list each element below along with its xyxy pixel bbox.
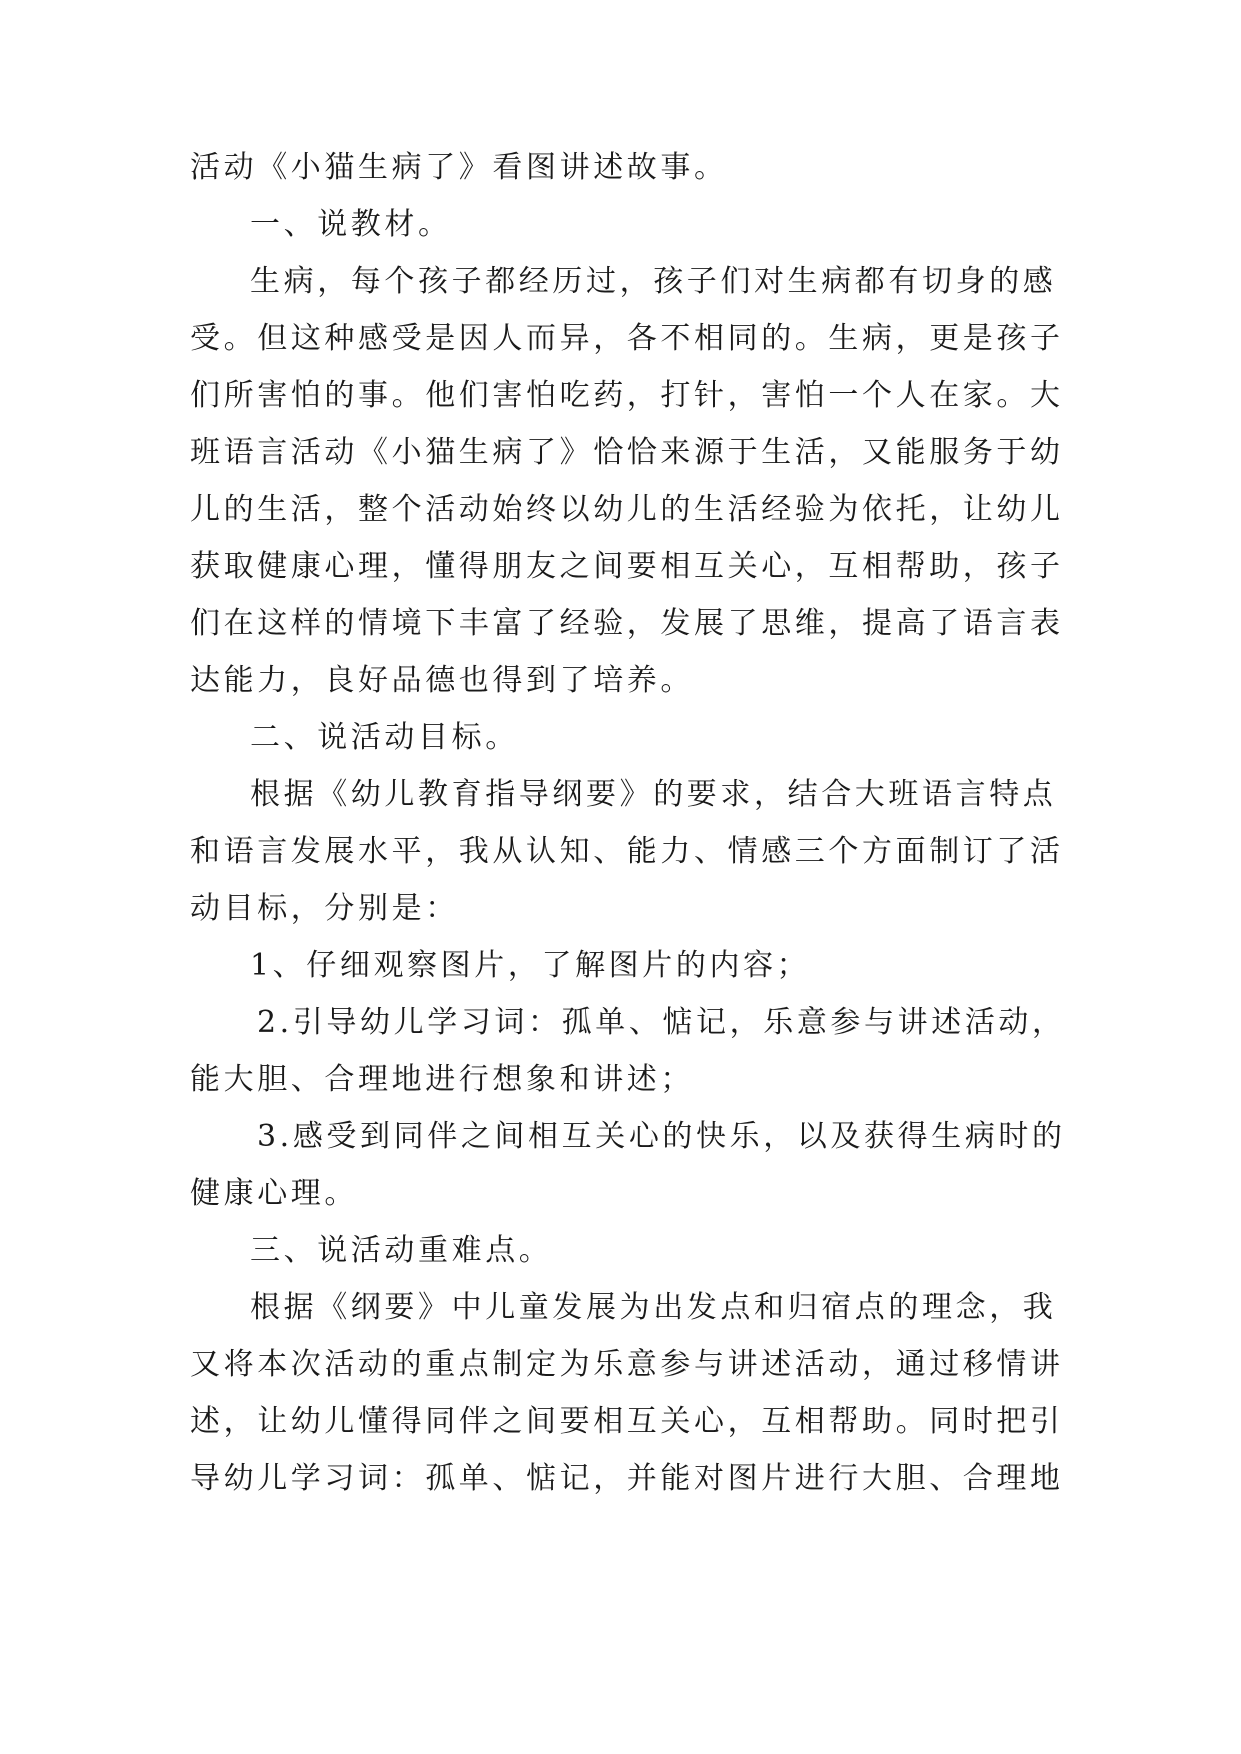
section-heading: 二、说活动目标。 [250, 720, 519, 755]
text-line: 们所害怕的事。他们害怕吃药，打针，害怕一个人在家。大 [190, 378, 1064, 413]
list-item: 1、仔细观察图片，了解图片的内容； [250, 948, 811, 983]
text-line: 动目标，分别是： [190, 891, 459, 926]
text-line: 班语言活动《小猫生病了》恰恰来源于生活，又能服务于幼 [190, 435, 1064, 470]
text-line: 们在这样的情境下丰富了经验，发展了思维，提高了语言表 [190, 606, 1064, 641]
text-line: 根据《幼儿教育指导纲要》的要求，结合大班语言特点 [250, 777, 1057, 812]
text-line: 达能力，良好品德也得到了培养。 [190, 663, 694, 698]
text-line: 获取健康心理，懂得朋友之间要相互关心，互相帮助，孩子 [190, 549, 1064, 584]
section-heading: 一、说教材。 [250, 207, 452, 242]
list-item: 2.引导幼儿学习词：孤单、惦记，乐意参与讲述活动， [257, 1005, 1066, 1040]
text-line: 受。但这种感受是因人而异，各不相同的。生病，更是孩子 [190, 321, 1064, 356]
text-line: 导幼儿学习词：孤单、惦记，并能对图片进行大胆、合理地 [190, 1461, 1064, 1496]
list-item: 3.感受到同伴之间相互关心的快乐，以及获得生病时的 [257, 1119, 1066, 1154]
section-heading: 三、说活动重难点。 [250, 1233, 553, 1268]
text-line: 活动《小猫生病了》看图讲述故事。 [190, 150, 728, 185]
text-line: 生病，每个孩子都经历过，孩子们对生病都有切身的感 [250, 264, 1057, 299]
text-line: 儿的生活，整个活动始终以幼儿的生活经验为依托，让幼儿 [190, 492, 1064, 527]
text-line: 健康心理。 [190, 1176, 358, 1211]
text-line: 和语言发展水平，我从认知、能力、情感三个方面制订了活 [190, 834, 1064, 869]
text-line: 根据《纲要》中儿童发展为出发点和归宿点的理念，我 [250, 1290, 1057, 1325]
text-line: 述，让幼儿懂得同伴之间要相互关心，互相帮助。同时把引 [190, 1404, 1064, 1439]
text-line: 能大胆、合理地进行想象和讲述； [190, 1062, 694, 1097]
text-line: 又将本次活动的重点制定为乐意参与讲述活动，通过移情讲 [190, 1347, 1064, 1382]
